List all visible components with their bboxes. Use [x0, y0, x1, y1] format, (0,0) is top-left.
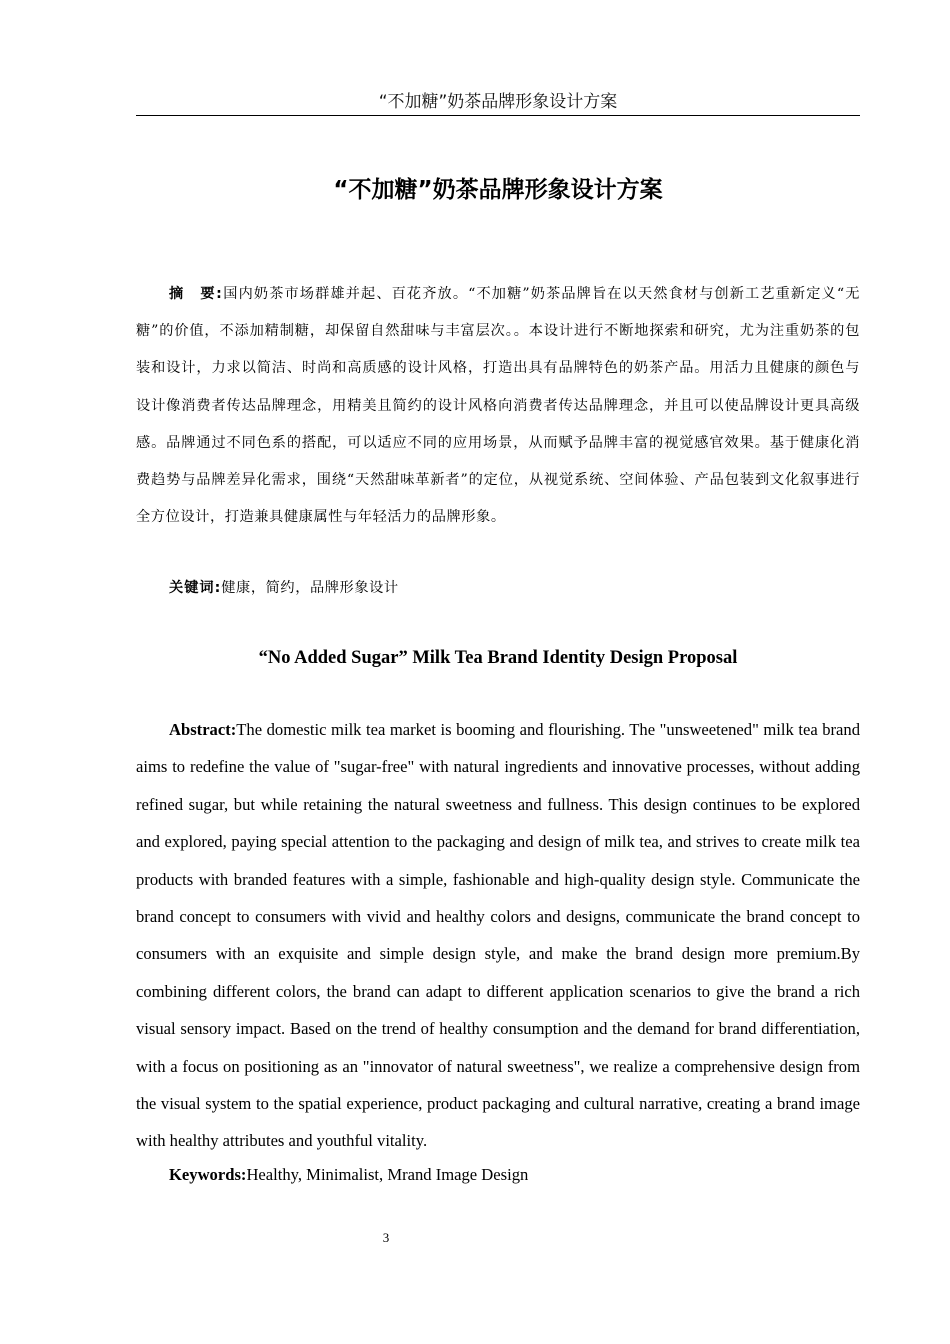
- english-keywords-label: Keywords:: [169, 1165, 247, 1184]
- header-rule: [136, 115, 860, 116]
- english-keywords: [169, 1161, 528, 1189]
- english-title: “No Added Sugar” Milk Tea Brand Identity Design Proposal: [258, 648, 738, 668]
- chinese-keywords: [169, 573, 399, 603]
- chinese-abstract-label: 摘 要:: [169, 286, 223, 302]
- chinese-abstract: [136, 276, 860, 536]
- english-abstract: [136, 711, 860, 1160]
- english-abstract-text: The domestic milk tea market is booming and flourishing. The "unsweetened" milk tea brand aims to redefine the value of "sugar-free" with natural ingredients and innovative processes, without adding refined sugar, but while retaining the natural sweetness and fullness. This design continues to be explored and explored, paying special attention to the packaging and design of milk tea, and strives to create milk tea products with branded features with a simple, fashionable and high-quality design style. Communicate the brand concept to consumers with vivid and healthy colors and designs, communicate the brand concept to consumers with an exquisite and simple design style, and make the brand design more premium.By combining different colors, the brand can adapt to different application scenarios to give the brand a rich visual sensory impact. Based on the trend of healthy consumption and the demand for brand differentiation, with a focus on positioning as an "innovator of natural sweetness", we realize a comprehensive design from the visual system to the spatial experience, product packaging and cultural narrative, creating a brand image with healthy attributes and youthful vitality.: [136, 720, 860, 1151]
- english-abstract-label: Abstract:: [169, 720, 237, 739]
- chinese-keywords-label: 关键词:: [169, 580, 222, 596]
- document-title: “不加糖”奶茶品牌形象设计方案: [333, 177, 663, 203]
- page-number: 3: [382, 1230, 390, 1245]
- chinese-keywords-text: 健康，简约，品牌形象设计: [221, 580, 399, 596]
- chinese-abstract-text: 国内奶茶市场群雄并起、百花齐放。“不加糖”奶茶品牌旨在以天然食材与创新工艺重新定义“无糖”的价值，不添加精制糖，却保留自然甜味与丰富层次。。本设计进行不断地探索和研究，尤为注重奶茶的包装和设计，力求以简洁、时尚和高质感的设计风格，打造出具有品牌特色的奶茶产品。用活力且健康的颜色与设计像消费者传达品牌理念，用精美且简约的设计风格向消费者传达品牌理念，并且可以使品牌设计更具高级感。品牌通过不同色系的搭配，可以适应不同的应用场景，从而赋予品牌丰富的视觉感官效果。基于健康化消费趋势与品牌差异化需求，围绕“天然甜味革新者”的定位，从视觉系统、空间体验、产品包装到文化叙事进行全方位设计，打造兼具健康属性与年轻活力的品牌形象。: [136, 286, 860, 526]
- english-keywords-text: Healthy, Minimalist, Mrand Image Design: [246, 1165, 529, 1184]
- running-header: “不加糖”奶茶品牌形象设计方案: [378, 92, 618, 112]
